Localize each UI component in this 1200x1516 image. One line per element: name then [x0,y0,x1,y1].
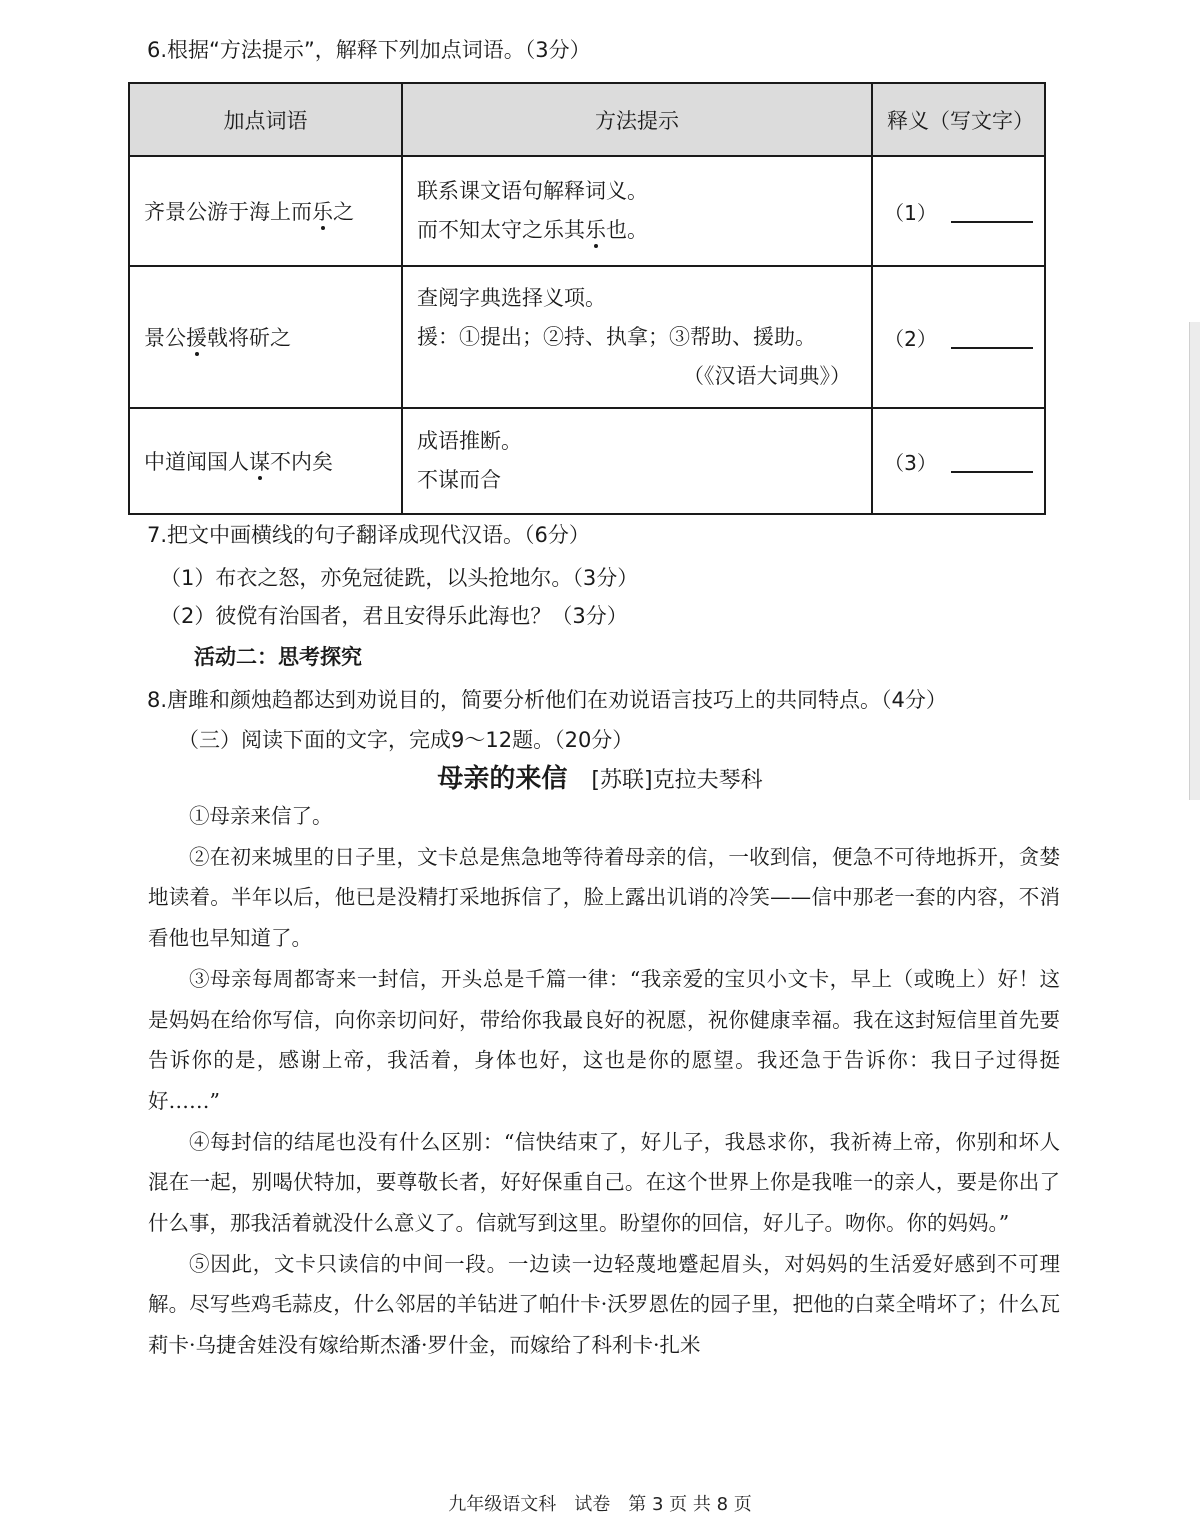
question-7-sub-2: （2）彼傥有治国者，君且安得乐此海也？（3分） [160,604,628,628]
answer-cell [871,409,1044,513]
dotted-word: 乐 [585,218,606,242]
page-footer: 九年级语文科 试卷 第 3 页 共 8 页 [448,1494,752,1515]
phrase-text: 之 [333,200,354,224]
article-body [148,796,1060,1366]
hint-cell [401,157,871,265]
hint-line: 查阅字典选择义项。 [417,285,606,310]
article-paragraph: ②在初来城里的日子里，文卡总是焦急地等待着母亲的信，一收到信，便急不可待地拆开，贪婪地读着。半年以后，他已是没精打采地拆信了，脸上露出讥诮的冷笑——信中那老一套的内容，不消看他也早知道了。 [148,844,1060,951]
answer-cell [871,267,1044,407]
phrase-cell [130,157,401,265]
dotted-word: 谋 [249,450,270,474]
answer-label: （1） [884,200,937,225]
hint-example [417,211,857,250]
answer-label: （3） [884,450,937,475]
question-6-label: 6.根据“方法提示”，解释下列加点词语。（3分） [147,38,591,62]
hint-line: 成语推断。 [417,429,522,453]
header-hint: 方法提示 [401,84,871,155]
article-author: [苏联]克拉夫琴科 [591,768,763,793]
phrase-text: 中道闻国人 [144,450,249,474]
hint-line: 联系课文语句解释词义。 [417,179,648,203]
header-phrase: 加点词语 [223,108,308,133]
dotted-word: 援 [186,326,207,350]
table-row [130,265,1044,407]
article-paragraph: ①母亲来信了。 [189,804,333,828]
article-title-text: 母亲的来信 [437,764,568,794]
hint-text: 而不知太守之乐其 [417,218,585,242]
question-7-sub-1: （1）布衣之怒，亦免冠徒跣，以头抢地尔。（3分） [160,566,639,590]
vertical-scrollbar[interactable] [1189,322,1200,800]
hint-text: 也。 [606,218,648,242]
dotted-word: 乐 [312,200,333,224]
phrase-text: 不内矣 [270,450,333,474]
vocabulary-table [128,82,1046,515]
section-3-instruction: （三）阅读下面的文字，完成9～12题。（20分） [178,728,634,752]
hint-cell [401,267,871,407]
dictionary-source: （《汉语大词典》） [683,363,851,388]
question-8-label: 8.唐雎和颜烛趋都达到劝说目的，简要分析他们在劝说语言技巧上的共同特点。（4分） [147,688,947,712]
activity-2-heading: 活动二：思考探究 [194,645,362,669]
answer-blank[interactable] [951,199,1033,223]
article-paragraph: ④每封信的结尾也没有什么区别：“信快结束了，好儿子，我恳求你，我祈祷上帝，你别和坏人混在一起，别喝伏特加，要尊敬长者，好好保重自己。在这个世界上你是我唯一的亲人，要是你出了什么事，那我活着就没什么意义了。信就写到这里。盼望你的回信，好儿子。吻你。你的妈妈。” [148,1129,1060,1236]
hint-line: 援：①提出；②持、执拿；③帮助、援助。 [417,324,816,349]
answer-cell [871,157,1044,265]
phrase-text: 戟将斫之 [207,326,291,350]
answer-label: （2） [884,326,937,351]
table-row [130,407,1044,513]
question-7-label: 7.把文中画横线的句子翻译成现代汉语。（6分） [147,523,590,547]
header-meaning: 释义（写文字） [871,84,1044,155]
phrase-text: 齐景公游于海上而 [144,200,312,224]
article-title [0,758,1200,795]
table-row [130,155,1044,265]
answer-blank[interactable] [951,325,1033,349]
answer-blank[interactable] [951,449,1033,473]
hint-line: 不谋而合 [417,468,501,492]
table-header-row [130,84,1044,155]
phrase-cell [130,409,401,513]
phrase-cell [130,267,401,407]
phrase-text: 景公 [144,326,186,350]
hint-cell [401,409,871,513]
article-paragraph: ③母亲每周都寄来一封信，开头总是千篇一律：“我亲爱的宝贝小文卡，早上（或晚上）好！这是妈妈在给你写信，向你亲切问好，带给你我最良好的祝愿，祝你健康幸福。我在这封短信里首先要告诉你的是，感谢上帝，我活着，身体也好，这也是你的愿望。我还急于告诉你：我日子过得挺好……” [148,966,1060,1113]
article-paragraph: ⑤因此，文卡只读信的中间一段。一边读一边轻蔑地蹙起眉头，对妈妈的生活爱好感到不可理解。尽写些鸡毛蒜皮，什么邻居的羊钻进了帕什卡·沃罗恩佐的园子里，把他的白菜全啃坏了；什么瓦莉卡·乌捷舍娃没有嫁给斯杰潘·罗什金，而嫁给了科利卡·扎米 [148,1251,1060,1358]
